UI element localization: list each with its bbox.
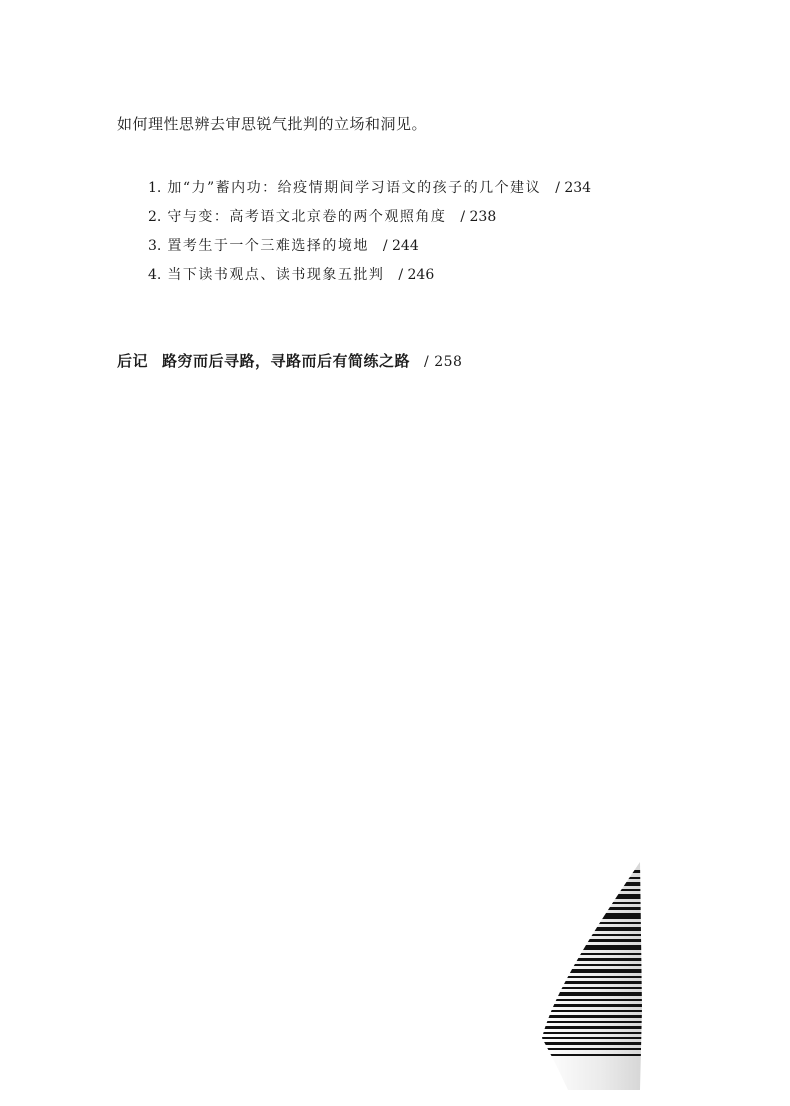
toc-item-page: / 238 (460, 209, 497, 225)
afterword-label: 后记 (117, 352, 149, 370)
intro-paragraph: 如何理性思辨去审思锐气批判的立场和洞见。 (117, 115, 428, 133)
toc-item-number: 3. (148, 238, 162, 254)
toc-item-number: 2. (148, 209, 162, 225)
toc-item-number: 4. (148, 267, 162, 283)
afterword-page: / 258 (424, 354, 463, 370)
toc-item[interactable] (148, 232, 591, 261)
toc-item-number: 1. (148, 180, 162, 196)
toc-item[interactable] (148, 174, 591, 203)
afterword-title: 路穷而后寻路，寻路而后有简练之路 (162, 352, 411, 370)
toc-item-page: / 234 (555, 180, 592, 196)
toc-item[interactable] (148, 261, 591, 290)
toc-item[interactable] (148, 203, 591, 232)
toc-item-page: / 244 (382, 238, 419, 254)
afterword-entry[interactable] (117, 350, 462, 371)
page-curl-decoration (528, 858, 644, 1090)
toc-item-page: / 246 (398, 267, 435, 283)
toc-item-title: 置考生于一个三难选择的境地 (167, 238, 369, 254)
toc-item-title: 当下读书观点、读书现象五批判 (167, 267, 385, 283)
toc-item-title: 守与变：高考语文北京卷的两个观照角度 (167, 209, 447, 225)
toc-item-title: 加“力”蓄内功：给疫情期间学习语文的孩子的几个建议 (167, 180, 542, 196)
table-of-contents (148, 174, 591, 290)
